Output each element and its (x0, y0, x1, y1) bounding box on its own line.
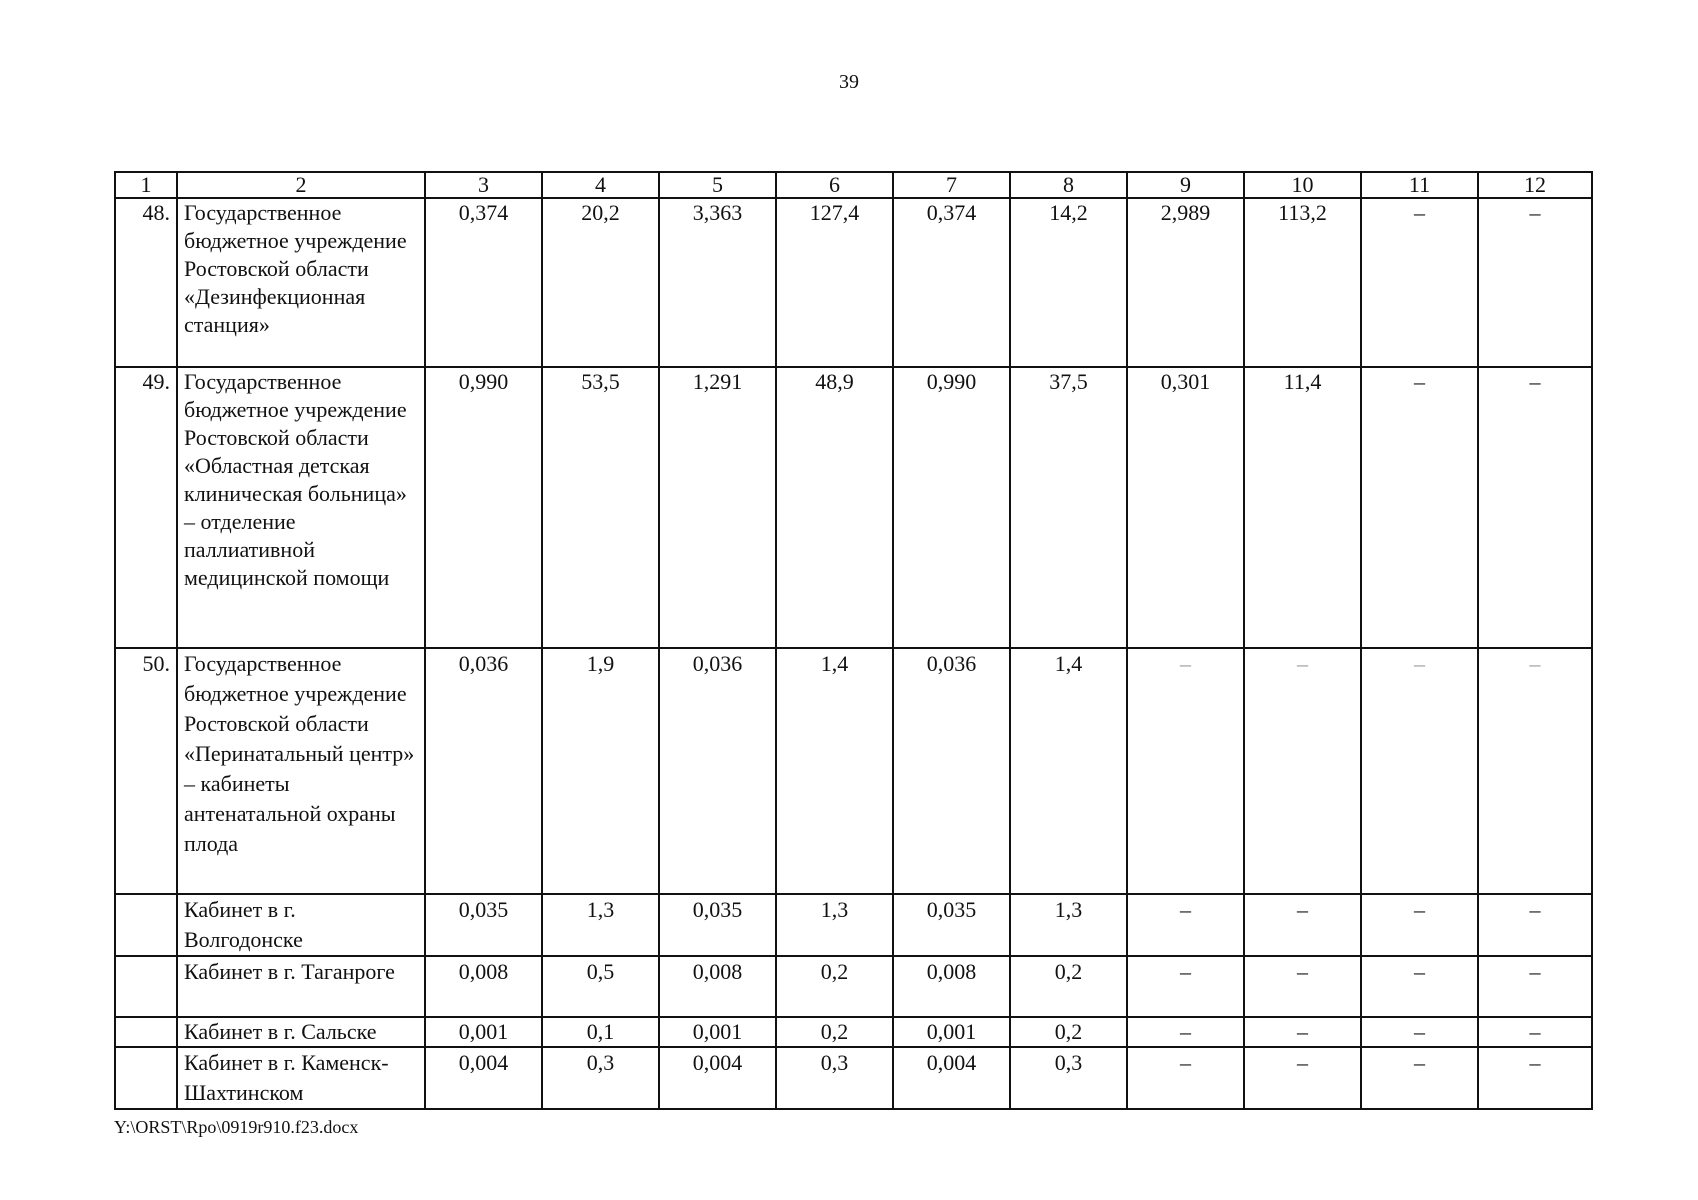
table-cell: 1,4 (1010, 648, 1127, 894)
data-table (114, 171, 1593, 1110)
table-cell: – (1244, 956, 1361, 1017)
column-header: 7 (893, 172, 1010, 198)
table-cell: 0,1 (542, 1017, 659, 1047)
table-cell: – (1361, 1017, 1478, 1047)
table-cell: – (1244, 1047, 1361, 1109)
table-cell: 0,001 (659, 1017, 776, 1047)
page-number: 39 (839, 71, 859, 93)
table-cell: 2,989 (1127, 198, 1244, 367)
table-cell: – (1478, 894, 1592, 956)
table-cell: – (1361, 894, 1478, 956)
table-row (115, 648, 1592, 894)
table-cell: 0,036 (659, 648, 776, 894)
table-cell: – (1361, 1047, 1478, 1109)
table-cell: 0,035 (425, 894, 542, 956)
column-header: 2 (177, 172, 425, 198)
institution-name: Государственное бюджетное учреждение Ростовской области «Дезинфекционная станция» (177, 198, 425, 367)
table-cell: 0,036 (893, 648, 1010, 894)
table-cell: – (1478, 956, 1592, 1017)
table-cell: 0,035 (893, 894, 1010, 956)
table-cell: – (1244, 648, 1361, 894)
table-cell: 0,008 (659, 956, 776, 1017)
table-cell: – (1127, 956, 1244, 1017)
column-header: 8 (1010, 172, 1127, 198)
table-row (115, 1047, 1592, 1109)
institution-name: Государственное бюджетное учреждение Ростовской области «Областная детская клиническая больница» – отделение паллиативной медицинской помощи (177, 367, 425, 648)
table-cell: 0,990 (893, 367, 1010, 648)
table-cell: – (1361, 648, 1478, 894)
table-cell: 0,374 (425, 198, 542, 367)
table-cell: 3,363 (659, 198, 776, 367)
table-cell: 1,3 (1010, 894, 1127, 956)
row-number (115, 894, 177, 956)
column-header: 1 (115, 172, 177, 198)
row-number (115, 1047, 177, 1109)
column-header: 9 (1127, 172, 1244, 198)
table-cell: 0,004 (659, 1047, 776, 1109)
table-cell: 0,001 (893, 1017, 1010, 1047)
table-row (115, 367, 1592, 648)
table-cell: 0,3 (776, 1047, 893, 1109)
table-row (115, 198, 1592, 367)
table-cell: – (1478, 198, 1592, 367)
table-cell: 1,4 (776, 648, 893, 894)
column-header: 3 (425, 172, 542, 198)
row-number: 50. (115, 648, 177, 894)
table-cell: 20,2 (542, 198, 659, 367)
table-cell: – (1127, 894, 1244, 956)
table-row (115, 956, 1592, 1017)
column-header: 5 (659, 172, 776, 198)
table-cell: 48,9 (776, 367, 893, 648)
table-cell: 0,2 (776, 956, 893, 1017)
column-header: 11 (1361, 172, 1478, 198)
table-cell: 127,4 (776, 198, 893, 367)
table-cell: 0,990 (425, 367, 542, 648)
institution-name: Кабинет в г. Сальске (177, 1017, 425, 1047)
table-cell: 0,035 (659, 894, 776, 956)
table-cell: – (1244, 894, 1361, 956)
table-cell: 0,3 (1010, 1047, 1127, 1109)
institution-name: Кабинет в г. Волгодонске (177, 894, 425, 956)
table-cell: 1,3 (542, 894, 659, 956)
table-row (115, 1017, 1592, 1047)
table-cell: – (1478, 1017, 1592, 1047)
table-cell: 0,374 (893, 198, 1010, 367)
table-cell: – (1361, 956, 1478, 1017)
table-cell: 11,4 (1244, 367, 1361, 648)
table-cell: 0,036 (425, 648, 542, 894)
table-cell: 0,008 (425, 956, 542, 1017)
file-path-footer: Y:\ORST\Rpo\0919r910.f23.docx (114, 1117, 359, 1137)
table-header-row (115, 172, 1592, 198)
table-cell: – (1478, 648, 1592, 894)
table-cell: – (1244, 1017, 1361, 1047)
row-number (115, 1017, 177, 1047)
table-cell: – (1127, 1047, 1244, 1109)
table-cell: – (1478, 1047, 1592, 1109)
table-cell: 0,008 (893, 956, 1010, 1017)
table-cell: 37,5 (1010, 367, 1127, 648)
row-number (115, 956, 177, 1017)
table-cell: 1,291 (659, 367, 776, 648)
column-header: 6 (776, 172, 893, 198)
table-cell: 1,3 (776, 894, 893, 956)
table-cell: – (1127, 1017, 1244, 1047)
table-cell: – (1478, 367, 1592, 648)
table-cell: 0,004 (425, 1047, 542, 1109)
table-cell: 14,2 (1010, 198, 1127, 367)
column-header: 12 (1478, 172, 1592, 198)
table-cell: – (1361, 198, 1478, 367)
row-number: 48. (115, 198, 177, 367)
table-cell: 0,3 (542, 1047, 659, 1109)
table-cell: 53,5 (542, 367, 659, 648)
table-cell: 0,2 (1010, 956, 1127, 1017)
table-cell: 0,2 (776, 1017, 893, 1047)
column-header: 10 (1244, 172, 1361, 198)
table-cell: 0,301 (1127, 367, 1244, 648)
table-row (115, 894, 1592, 956)
column-header: 4 (542, 172, 659, 198)
table-cell: 1,9 (542, 648, 659, 894)
institution-name: Государственное бюджетное учреждение Ростовской области «Перинатальный центр» – кабинеты антенатальной охраны плода (177, 648, 425, 894)
institution-name: Кабинет в г. Каменск-Шахтинском (177, 1047, 425, 1109)
table-cell: – (1127, 648, 1244, 894)
table-cell: – (1361, 367, 1478, 648)
row-number: 49. (115, 367, 177, 648)
table-cell: 0,004 (893, 1047, 1010, 1109)
institution-name: Кабинет в г. Таганроге (177, 956, 425, 1017)
table-cell: 0,2 (1010, 1017, 1127, 1047)
table-cell: 113,2 (1244, 198, 1361, 367)
table-cell: 0,001 (425, 1017, 542, 1047)
table-cell: 0,5 (542, 956, 659, 1017)
